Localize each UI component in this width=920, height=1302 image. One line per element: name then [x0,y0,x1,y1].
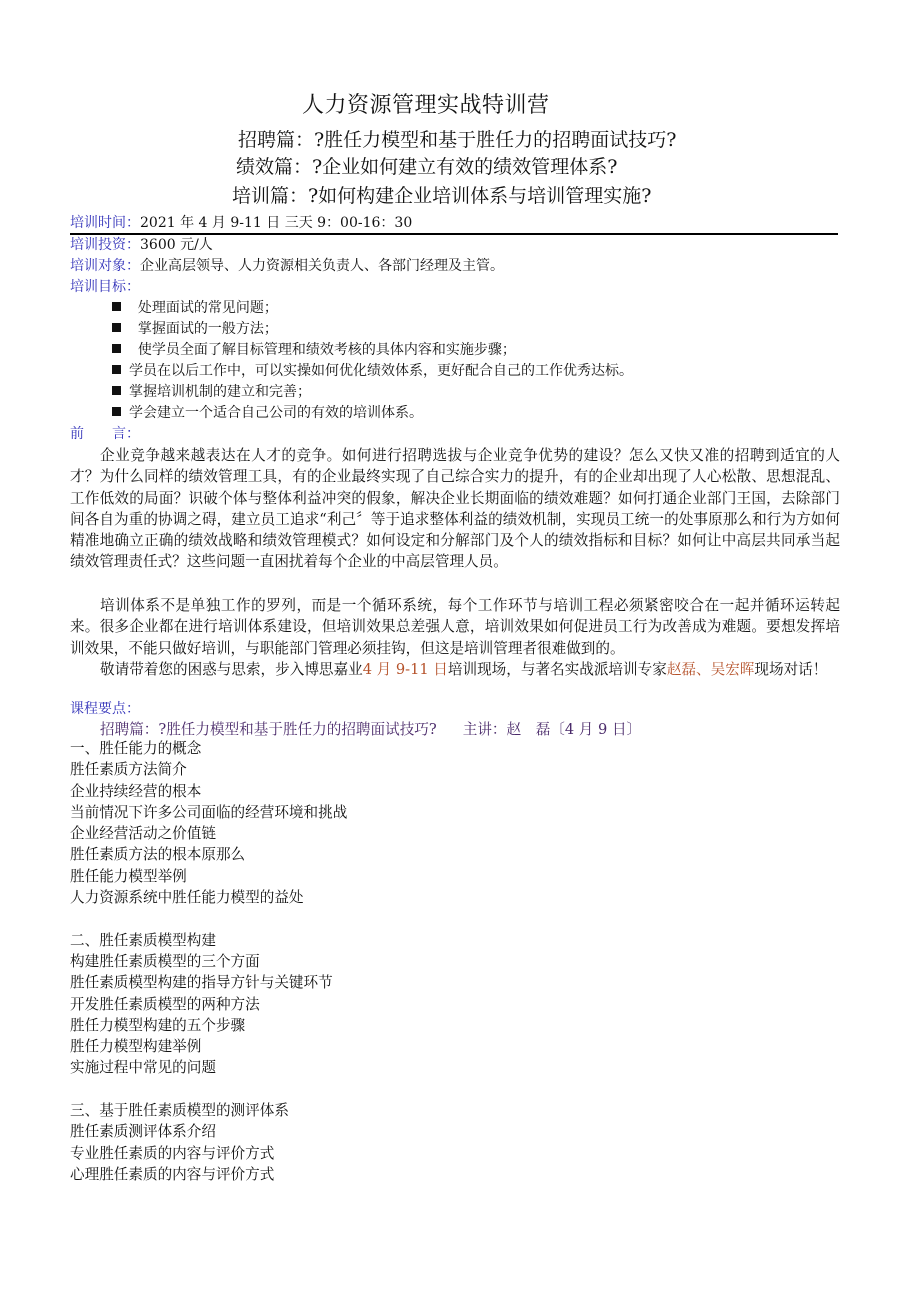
outline-item: 胜任素质测评体系介绍 [70,1123,216,1141]
outline-item: 实施过程中常见的问题 [70,1059,216,1077]
outline-item: 专业胜任素质的内容与评价方式 [70,1144,275,1162]
training-time-label: 培训时间： [70,215,140,231]
course-module-heading: 招聘篇：?胜任力模型和基于胜任力的招聘面试技巧? 主讲：赵 磊〔4 月 9 日〕 [100,721,642,738]
outline-item: 开发胜任素质模型的两种方法 [70,995,260,1013]
goal-item: 掌握面试的一般方法； [112,319,278,339]
training-audience [70,256,504,276]
course-label: 课程要点： [70,701,140,717]
training-fee-value: 3600 元/人 [140,237,213,253]
goal-item: 学员在以后工作中，可以实操如何优化绩效体系，更好配合自己的工作优秀达标。 [112,361,633,381]
outline-item: 胜任素质方法简介 [70,761,187,779]
outline-item: 胜任力模型构建举例 [70,1038,202,1056]
square-bullet-icon [112,365,121,374]
outline-item: 当前情况下许多公司面临的经营环境和挑战 [70,803,348,821]
outline-item: 企业持续经营的根本 [70,782,202,800]
event-date: 4 月 9-11 日 [362,661,448,678]
square-bullet-icon [112,344,121,353]
outline-item: 构建胜任素质模型的三个方面 [70,952,260,970]
training-goals-label: 培训目标： [70,279,140,295]
square-bullet-icon [112,407,121,416]
square-bullet-icon [112,323,121,332]
square-bullet-icon [112,302,121,311]
goal-item: 学会建立一个适合自己公司的有效的培训体系。 [112,403,423,423]
expert-names: 赵磊、吴宏晖 [666,661,755,678]
training-fee-label: 培训投资： [70,237,140,253]
training-time-value: 2021 年 4 月 9-11 日 三天 9：00-16：30 [140,215,413,231]
training-time [70,213,412,233]
preface-label: 前 言： [70,426,140,442]
goal-item: 处理面试的常见问题； [112,298,278,318]
course-speaker: 主讲：赵 磊〔4 月 9 日〕 [462,721,642,738]
goal-item: 使学员全面了解目标管理和绩效考核的具体内容和实施步骤； [112,340,516,360]
course-outline [70,738,347,1185]
subtitle-performance: 绩效篇：?企业如何建立有效的绩效管理体系? [236,156,618,178]
outline-item: 人力资源系统中胜任能力模型的益处 [70,889,304,907]
outline-item: 胜任能力模型举例 [70,867,187,885]
training-fee [70,235,213,255]
section-heading: 一、胜任能力的概念 [70,740,202,757]
title: 人力资源管理实战特训营 [302,93,550,118]
goal-item: 掌握培训机制的建立和完善； [112,382,311,402]
preface-paragraph-3: 敬请带着您的困惑与思索，步入博思嘉业4 月 9-11 日培训现场，与著名实战派培训专家赵磊、吴宏晖现场对话！ [100,661,828,678]
training-audience-label: 培训对象： [70,258,140,274]
outline-item: 胜任素质方法的根本原那么 [70,846,246,864]
section-heading: 二、胜任素质模型构建 [70,931,216,949]
subtitle-training: 培训篇：?如何构建企业培训体系与培训管理实施? [232,185,652,207]
training-audience-value: 企业高层领导、人力资源相关负责人、各部门经理及主管。 [140,258,504,274]
preface-paragraph-1: 企业竞争越来越表达在人才的竞争。如何进行招聘选拔与企业竞争优势的建设？怎么又快又准的招聘到适宜的人才？为什么同样的绩效管理工具，有的企业最终实现了自己综合实力的提升，有的企业却出现了人心松散、思想混乱、工作低效的局面？识破个体与整体利益冲突的假象，解决企业长期面临的绩效难题？如何打通企业部门王国，去除部门间各自为重的协调之碍，建立员工追求“利己〞等于追求整体利益的绩效机制，实现员工统一的处事原那么和行为方如何精准地确立正确的绩效战略和绩效管理模式？如何设定和分解部门及个人的绩效指标和目标？如何让中高层共同承当起绩效管理责任式？这些问题一直困扰着每个企业的中高层管理人员。 [70,447,840,571]
subtitle-recruit: 招聘篇：?胜任力模型和基于胜任力的招聘面试技巧? [238,129,677,151]
outline-item: 心理胜任素质的内容与评价方式 [70,1165,275,1183]
preface-paragraph-2: 培训体系不是单独工作的罗列，而是一个循环系统，每个工作环节与培训工程必须紧密咬合在一起并循环运转起来。很多企业都在进行培训体系建设，但培训效果总差强人意，培训效果如何促进员工行为改善成为难题。要想发挥培训效果，不能只做好培训，与职能部门管理必须挂钩，但这是培训管理者很难做到的。 [70,597,840,657]
outline-item: 胜任力模型构建的五个步骤 [70,1016,246,1034]
section-heading: 三、基于胜任素质模型的测评体系 [70,1102,289,1120]
outline-item: 胜任素质模型构建的指导方针与关键环节 [70,974,333,992]
outline-item: 企业经营活动之价值链 [70,825,216,843]
square-bullet-icon [112,386,121,395]
